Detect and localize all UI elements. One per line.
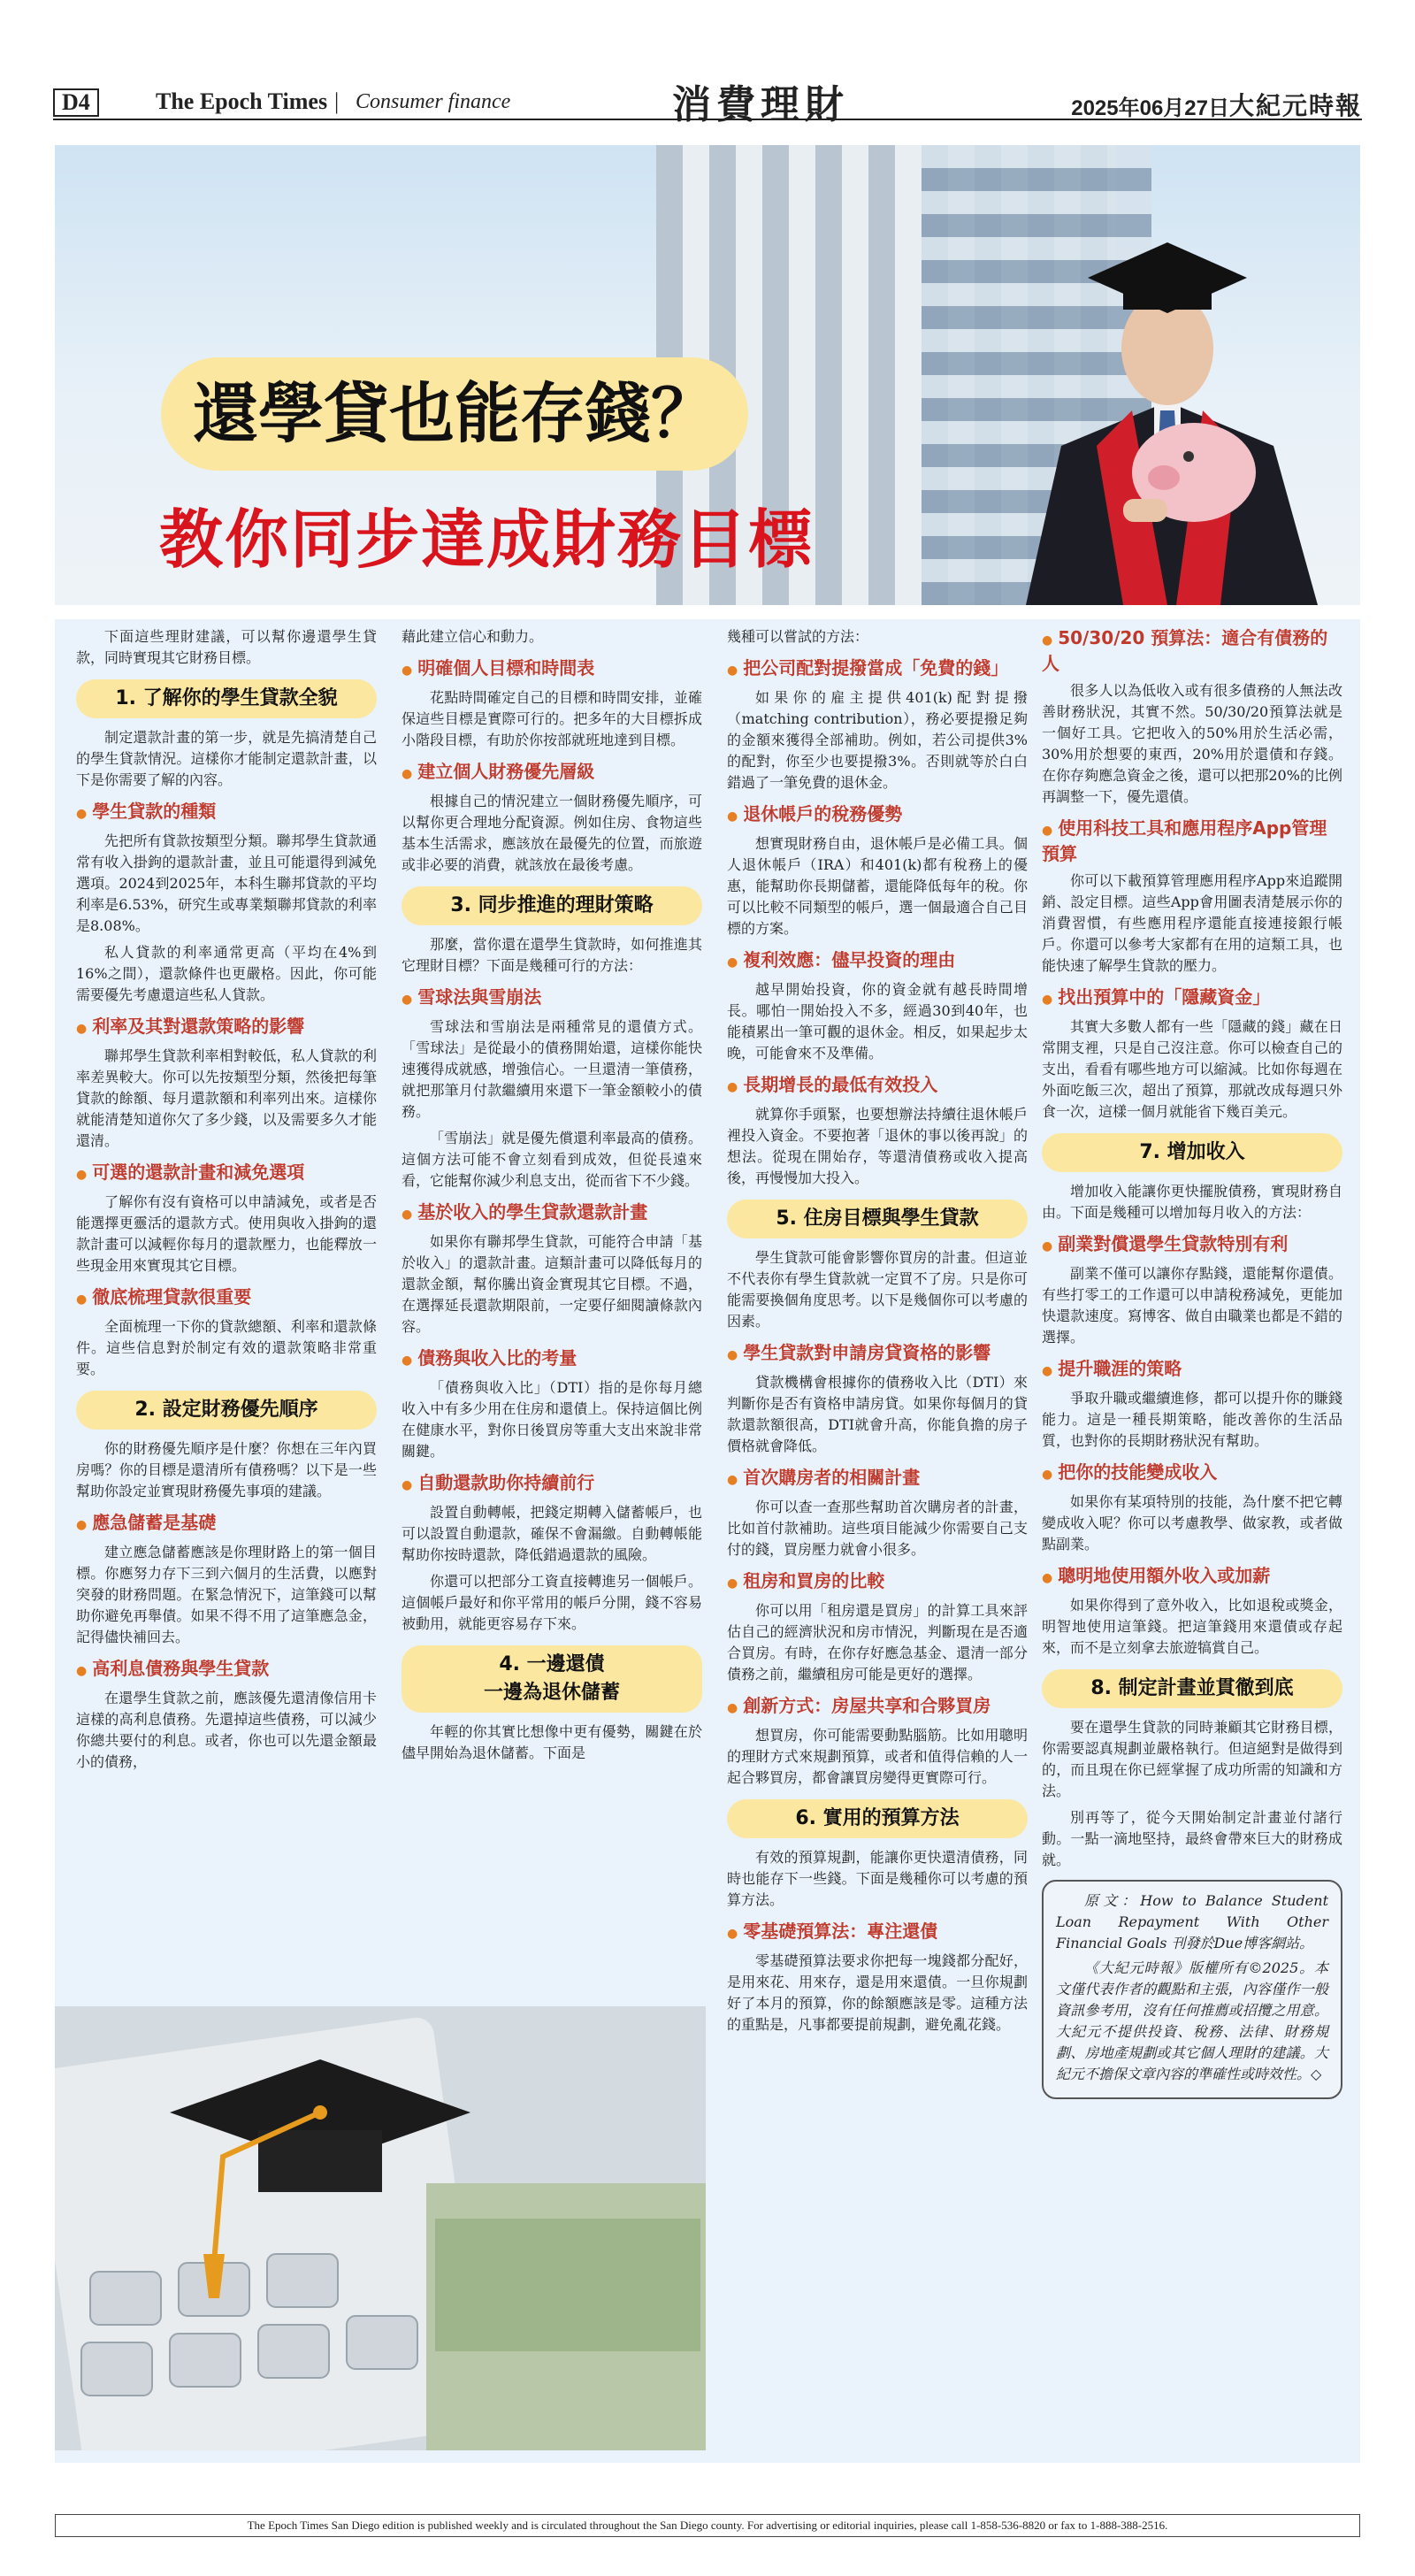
paragraph: 幾種可以嘗試的方法： [727, 628, 869, 645]
page-header [53, 82, 1362, 127]
section-heading: 6. 實用的預算方法 [727, 1799, 1028, 1838]
headline-title: 還學貸也能存錢？ [161, 357, 748, 471]
calculator-graduation-cap-illustration [55, 2006, 706, 2450]
paragraph: 年輕的你其實比想像中更有優勢，關鍵在於儘早開始為退休儲蓄。下面是 [402, 1723, 702, 1761]
hero-banner [55, 145, 1360, 605]
paragraph: 聯邦學生貸款利率相對較低，私人貸款的利率差異較大。你可以先按類型分類，然後把每筆貸款的餘額、每月還款額和利率列出來。這樣你就能清楚知道你欠了多少錢，以及需要多久才能還清。 [76, 1047, 377, 1149]
copyright-text: 《大紀元時報》版權所有©2025。本文僅代表作者的觀點和主張，內容僅作一般資訊參考用，沒有任何推薦或招攬之用意。大紀元不提供投資、稅務、法律、財務規劃、房地產規劃或其它個人理財的建議。大紀元不擔保文章內容的準確性或時效性。◇ [1056, 1959, 1328, 2082]
paragraph: 別再等了，從今天開始制定計畫並付諸行動。一點一滴地堅持，最終會帶來巨大的財務成就。 [1042, 1809, 1342, 1868]
subheading: ● 租房和買房的比較 [727, 1569, 1028, 1595]
subheading: ● 學生貸款對申請房貸資格的影響 [727, 1341, 1028, 1367]
paragraph: 貸款機構會根據你的債務收入比（DTI）來判斷你是否有資格申請房貸。如果你每個月的貸款還款額很高，DTI就會升高，你能負擔的房子價格就會降低。 [727, 1374, 1028, 1454]
subheading: ● 把你的技能變成收入 [1042, 1460, 1342, 1486]
subheading: ● 提升職涯的策略 [1042, 1357, 1342, 1383]
subheading: ● 零基礎預算法：專注還債 [727, 1920, 1028, 1945]
paragraph: 增加收入能讓你更快擺脫債務，實現財務自由。下面是幾種可以增加每月收入的方法： [1042, 1183, 1342, 1221]
subheading: ● 50/30/20 預算法：適合有債務的人 [1042, 626, 1342, 675]
subheading: ● 副業對償還學生貸款特別有利 [1042, 1232, 1342, 1258]
subheading: ● 雪球法與雪崩法 [402, 985, 702, 1011]
subheading: ● 把公司配對提撥當成「免費的錢」 [727, 656, 1028, 682]
paragraph: 雪球法和雪崩法是兩種常見的還債方式。「雪球法」是從最小的債務開始還，這樣你能快速獲得成就感，增強信心。一旦還清一筆債務，就把那筆月付款繼續用來還下一筆金額較小的債務。 [402, 1018, 702, 1120]
subheading: ● 利率及其對還款策略的影響 [76, 1015, 377, 1040]
subheading: ● 學生貸款的種類 [76, 800, 377, 825]
paragraph: 如果你的雇主提供401(k)配對提撥（matching contribution），務必要提撥足夠的金額來獲得全部補助。例如，若公司提供3%的配對，你至少也要提撥3%。否則就等於白白錯過了一筆免費的退休金。 [727, 689, 1028, 791]
paragraph: 在還學生貸款之前，應該優先還清像信用卡這樣的高利息債務。先還掉這些債務，可以減少你總共要付的利息。或者，你也可以先還金額最小的債務， [76, 1690, 377, 1770]
section-heading: 5. 住房目標與學生貸款 [727, 1200, 1028, 1238]
subheading: ● 首次購房者的相關計畫 [727, 1466, 1028, 1491]
paragraph: 有效的預算規劃，能讓你更快還清債務，同時也能存下一些錢。下面是幾種你可以考慮的預算方法。 [727, 1849, 1028, 1908]
paragraph: 你還可以把部分工資直接轉進另一個帳戶。這個帳戶最好和你平常用的帳戶分開，錢不容易被動用，就能更容易存下來。 [402, 1573, 702, 1632]
paragraph: 要在還學生貸款的同時兼顧其它財務目標，你需要認真規劃並嚴格執行。但這絕對是做得到的，而且現在你已經掌握了成功所需的知識和方法。 [1042, 1719, 1342, 1799]
column-3 [727, 626, 1028, 2041]
column-4 [1042, 626, 1342, 2099]
paragraph: 「雪崩法」就是優先償還利率最高的債務。這個方法可能不會立刻看到成效，但從長遠來看，它能幫你減少利息支出，從而省下不少錢。 [402, 1130, 702, 1189]
paragraph: 建立應急儲蓄應該是你理財路上的第一個目標。你應努力存下三到六個月的生活費，以應對突發的財務問題。在緊急情況下，這筆錢可以幫助你避免再舉債。如果不得不用了這筆應急金，記得儘快補回去。 [76, 1544, 377, 1645]
paragraph: 你的財務優先順序是什麼？你想在三年內買房嗎？你的目標是還清所有債務嗎？以下是一些幫助你設定並實現財務優先事項的建議。 [76, 1440, 377, 1499]
footer-notice: The Epoch Times San Diego edition is published weekly and is circulated throughout the San Diego county. For advertising or editorial inquiries, please call 1-858-536-8820 or fax to 1-888-388-2516. [55, 2514, 1360, 2537]
brand-name: The Epoch Times [156, 88, 328, 114]
subheading: ● 長期增長的最低有效投入 [727, 1073, 1028, 1099]
subheading: ● 債務與收入比的考量 [402, 1346, 702, 1372]
paragraph: 零基礎預算法要求你把每一塊錢都分配好，是用來花、用來存，還是用來還債。一旦你規劃好了本月的預算，你的餘額應該是零。這種方法的重點是，凡事都要提前規劃，避免亂花錢。 [727, 1952, 1028, 2033]
paragraph: 如果你有某項特別的技能，為什麼不把它轉變成收入呢？你可以考慮教學、做家教，或者做點副業。 [1042, 1493, 1342, 1552]
paragraph: 「債務與收入比」（DTI）指的是你每月總收入中有多少用在住房和還債上。保持這個比例在健康水平，對你日後買房等重大支出來說非常關鍵。 [402, 1379, 702, 1460]
paragraph: 很多人以為低收入或有很多債務的人無法改善財務狀況，其實不然。50/30/20預算法就是一個好工具。它把收入的50%用於生活必需，30%用於想要的東西，20%用於還債和存錢。在你存夠應急資金之後，還可以把那20%的比例再調整一下，優先還債。 [1042, 682, 1342, 805]
subheading: ● 使用科技工具和應用程序App管理預算 [1042, 816, 1342, 865]
paragraph: 其實大多數人都有一些「隱藏的錢」藏在日常開支裡，只是自己沒注意。你可以檢查自己的支出，看看有哪些地方可以縮減。比如你每週在外面吃飯三次，超出了預算，那就改成每週只外食一次，這樣一個月就能省下幾百美元。 [1042, 1018, 1342, 1120]
section-heading: 8. 制定計畫並貫徹到底 [1042, 1669, 1342, 1708]
paragraph: 私人貸款的利率通常更高（平均在4%到16%之間），還款條件也更嚴格。因此，你可能需要優先考慮還這些私人貸款。 [76, 944, 377, 1003]
source-text: 原文：How to Balance Student Loan Repayment With Other Financial Goals 刊發於Due博客網站。 [1056, 1892, 1328, 1951]
paragraph: 花點時間確定自己的目標和時間安排，並確保這些目標是實際可行的。把多年的大目標拆成小階段目標，有助於你按部就班地達到目標。 [402, 689, 702, 748]
section-heading: 7. 增加收入 [1042, 1133, 1342, 1172]
paragraph: 如果你有聯邦學生貸款，可能符合申請「基於收入」的還款計畫。這類計畫可以降低每月的還款金額，幫你騰出資金實現其它目標。不過，在選擇延長還款期限前，一定要仔細閱讀條款內容。 [402, 1233, 702, 1335]
paragraph: 想買房，你可能需要動點腦筋。比如用聰明的理財方式來規劃預算，或者和值得信賴的人一起合夥買房，都會讓買房變得更實際可行。 [727, 1727, 1028, 1786]
subheading: ● 基於收入的學生貸款還款計畫 [402, 1200, 702, 1226]
paragraph: 學生貸款可能會影響你買房的計畫。但這並不代表你有學生貸款就一定買不了房。只是你可能需要換個角度思考。以下是幾個你可以考慮的因素。 [727, 1249, 1028, 1330]
paragraph: 就算你手頭緊，也要想辦法持續往退休帳戶裡投入資金。不要抱著「退休的事以後再說」的想法。從現在開始存，等還清債務或收入提高後，再慢慢加大投入。 [727, 1106, 1028, 1186]
paragraph: 越早開始投資，你的資金就有越長時間增長。哪怕一開始投入不多，經過30到40年，也能積累出一筆可觀的退休金。相反，如果起步太晚，可能會來不及準備。 [727, 981, 1028, 1062]
subheading: ● 創新方式：房屋共享和合夥買房 [727, 1694, 1028, 1720]
paragraph: 你可以用「租房還是買房」的計算工具來評估自己的經濟狀況和房市情況，判斷現在是否適合買房。有時，在你存好應急基金、還清一部分債務之前，繼續租房可能是更好的選擇。 [727, 1602, 1028, 1683]
graduate-illustration [990, 180, 1344, 605]
subheading: ● 高利息債務與學生貸款 [76, 1657, 377, 1683]
page-number: D4 [53, 88, 99, 117]
subheading: ● 徹底梳理貸款很重要 [76, 1285, 377, 1311]
column-1 [76, 626, 377, 1778]
paragraph: 全面梳理一下你的貸款總額、利率和還款條件。這些信息對於制定有效的還款策略非常重要。 [76, 1318, 377, 1377]
subheading: ● 建立個人財務優先層級 [402, 760, 702, 786]
section-heading: 2. 設定財務優先順序 [76, 1391, 377, 1430]
subheading: ● 退休帳戶的稅務優勢 [727, 802, 1028, 828]
subheading: ● 自動還款助你持續前行 [402, 1471, 702, 1497]
source-note [1042, 1880, 1342, 2099]
section-name: Consumer finance [356, 90, 511, 113]
paragraph: 如果你得到了意外收入，比如退稅或獎金，明智地使用這筆錢。把這筆錢用來還債或存起來，而不是立刻拿去旅遊犒賞自己。 [1042, 1597, 1342, 1656]
intro-paragraph: 下面這些理財建議，可以幫你邊還學生貸款，同時實現其它財務目標。 [76, 628, 377, 666]
section-heading: 1. 了解你的學生貸款全貌 [76, 679, 377, 718]
subheading: ● 找出預算中的「隱藏資金」 [1042, 985, 1342, 1011]
column-2 [402, 626, 702, 1769]
paragraph: 藉此建立信心和動力。 [402, 628, 544, 645]
newspaper-logo: 大紀元時報 [1228, 91, 1362, 120]
paragraph: 了解你有沒有資格可以申請減免，或者是否能選擇更靈活的還款方式。使用與收入掛鉤的還款計畫可以減輕你每月的還款壓力，也能釋放一些現金用來實現其它目標。 [76, 1193, 377, 1274]
paragraph: 你可以下載預算管理應用程序App來追蹤開銷、設定目標。這些App會用圖表清楚展示你的消費習慣，有些應用程序還能直接連接銀行帳戶。你還可以參考大家都有在用的這類工具，也能快速了解學生貸款的壓力。 [1042, 872, 1342, 974]
subheading: ● 聰明地使用額外收入或加薪 [1042, 1564, 1342, 1590]
paragraph: 制定還款計畫的第一步，就是先搞清楚自己的學生貸款情況。這樣你才能制定還款計畫，以下是你需要了解的內容。 [76, 729, 377, 788]
issue-date: 2025年06月27日 [1071, 96, 1229, 120]
headline-subtitle: 教你同步達成財務目標 [159, 502, 815, 577]
subheading: ● 可選的還款計畫和減免選項 [76, 1161, 377, 1186]
paragraph: 根據自己的情況建立一個財務優先順序，可以幫你更合理地分配資源。例如住房、食物這些基本生活需求，應該放在最優先的位置，而旅遊或非必要的消費，就該放在最後考慮。 [402, 793, 702, 873]
header-separator: | [334, 88, 340, 114]
paragraph: 設置自動轉帳，把錢定期轉入儲蓄帳戶，也可以設置自動還款，確保不會漏繳。自動轉帳能幫助你按時還款，降低錯過還款的風險。 [402, 1504, 702, 1563]
paragraph: 那麼，當你還在還學生貸款時，如何推進其它理財目標？下面是幾種可行的方法： [402, 936, 702, 974]
calculator-photo [55, 2006, 706, 2450]
subheading: ● 明確個人目標和時間表 [402, 656, 702, 682]
paragraph: 爭取升職或繼續進修，都可以提升你的賺錢能力。這是一種長期策略，能改善你的生活品質，也對你的長期財務狀況有幫助。 [1042, 1390, 1342, 1449]
section-heading: 4. 一邊還債 一邊為退休儲蓄 [402, 1645, 702, 1713]
paragraph: 先把所有貸款按類型分類。聯邦學生貸款通常有收入掛鉤的還款計畫，並且可能還得到減免選項。2024到2025年，本科生聯邦貸款的平均利率是6.53%，研究生或專業類聯邦貸款的利率是8.08%。 [76, 832, 377, 934]
paragraph: 想實現財務自由，退休帳戶是必備工具。個人退休帳戶（IRA）和401(k)都有稅務上的優惠，能幫助你長期儲蓄，還能降低每年的稅。你可以比較不同類型的帳戶，選一個最適合自己目標的方案。 [727, 835, 1028, 937]
paragraph: 副業不僅可以讓你存點錢，還能幫你還債。有些打零工的工作還可以申請稅務減免，更能加快還款速度。寫博客、做自由職業也都是不錯的選擇。 [1042, 1265, 1342, 1346]
subheading: ● 複利效應：儘早投資的理由 [727, 948, 1028, 974]
section-heading: 3. 同步推進的理財策略 [402, 886, 702, 925]
category-title: 消費理財 [672, 82, 849, 127]
paragraph: 你可以查一查那些幫助首次購房者的計畫，比如首付款補助。這些項目能減少你需要自己支付的錢，買房壓力就會小很多。 [727, 1499, 1028, 1558]
subheading: ● 應急儲蓄是基礎 [76, 1511, 377, 1537]
